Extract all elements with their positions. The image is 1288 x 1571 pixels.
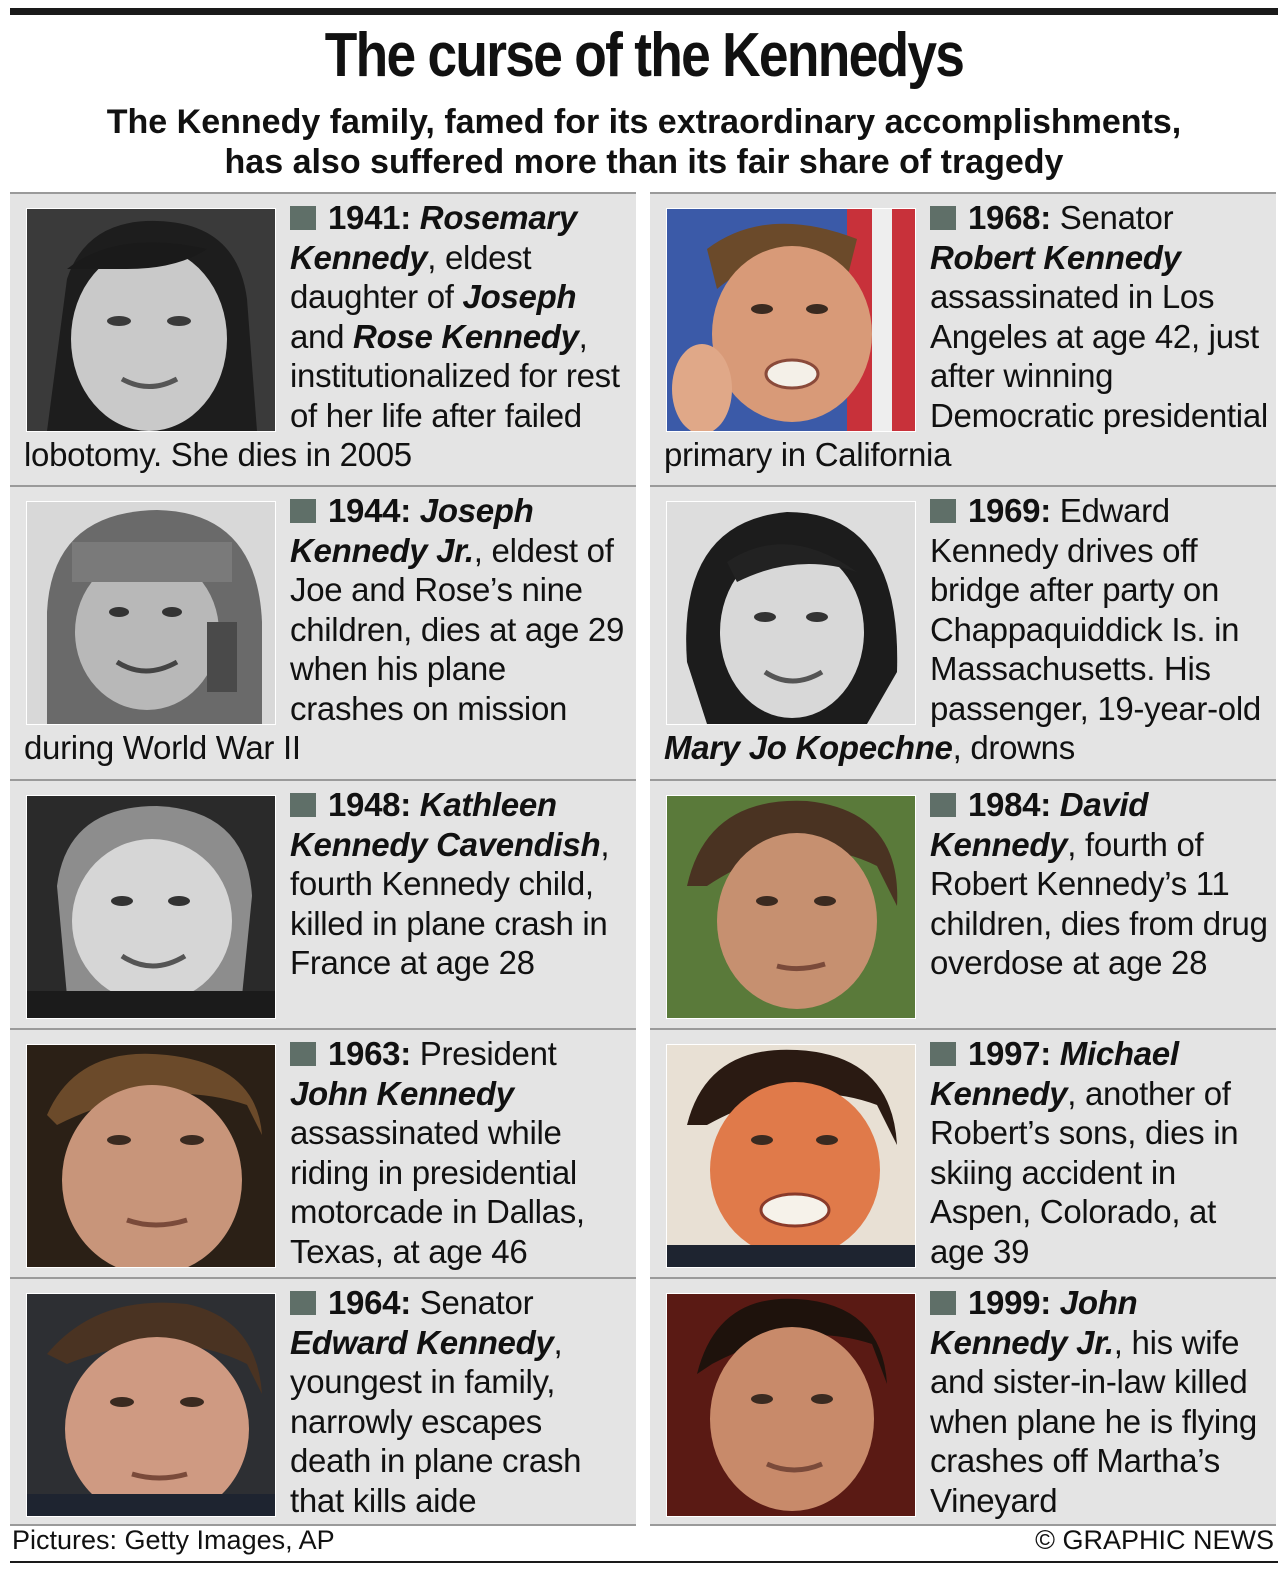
bullet-square-icon — [290, 1291, 316, 1315]
entry-text: 1963: President John Kennedy assassinated while riding in presidential motorcade in Dallas, Texas, at age 46 — [290, 1035, 585, 1270]
entry-1941 — [10, 194, 636, 487]
entry-1984 — [650, 781, 1276, 1030]
entry-text: 1941: Rosemary Kennedy, eldest daughter of Joseph and Rose Kennedy, institutionalized for rest of her life after failed lobotomy. She dies in 2005 — [24, 199, 620, 473]
page-title: The curse of the Kennedys — [324, 21, 964, 90]
entry-1997 — [650, 1030, 1276, 1279]
entry-text: 1984: David Kennedy, fourth of Robert Kennedy’s 11 children, dies from drug overdose at age 28 — [930, 786, 1268, 981]
entry-1968 — [650, 194, 1276, 487]
page-subtitle — [0, 102, 1288, 182]
entry-text: 1944: Joseph Kennedy Jr., eldest of Joe and Rose’s nine children, dies at age 29 when his plane crashes on mission during World War II — [24, 492, 625, 766]
bullet-square-icon — [930, 1291, 956, 1315]
bullet-square-icon — [290, 499, 316, 523]
bullet-square-icon — [290, 206, 316, 230]
top-rule — [10, 8, 1278, 15]
bullet-square-icon — [290, 793, 316, 817]
entry-text: 1997: Michael Kennedy, another of Robert’s sons, dies in skiing accident in Aspen, Colorado, at age 39 — [930, 1035, 1239, 1270]
entry-text: 1969: Edward Kennedy drives off bridge after party on Chappaquiddick Is. in Massachusetts. His passenger, 19-year-old Mary Jo Kopechne, drowns — [664, 492, 1261, 766]
bottom-rule — [10, 1561, 1278, 1563]
entry-1964 — [10, 1279, 636, 1526]
right-column — [650, 192, 1276, 1526]
bullet-square-icon — [290, 1042, 316, 1066]
subtitle-line-1: The Kennedy family, famed for its extraordinary accomplishments, — [106, 103, 1182, 141]
left-column — [10, 192, 636, 1526]
entry-text: 1948: Kathleen Kennedy Cavendish, fourth Kennedy child, killed in plane crash in France at age 28 — [290, 786, 610, 981]
entry-1999 — [650, 1279, 1276, 1526]
photo-credit: Pictures: Getty Images, AP — [12, 1525, 335, 1555]
entry-1969 — [650, 487, 1276, 781]
entry-1944 — [10, 487, 636, 781]
subtitle-line-2: has also suffered more than its fair share of tragedy — [224, 143, 1064, 181]
entry-text: 1964: Senator Edward Kennedy, youngest in family, narrowly escapes death in plane crash that kills aide — [290, 1284, 582, 1519]
entry-text: 1999: John Kennedy Jr., his wife and sister-in-law killed when plane he is flying crashes off Martha’s Vineyard — [930, 1284, 1257, 1519]
bullet-square-icon — [930, 499, 956, 523]
entry-1963 — [10, 1030, 636, 1279]
bullet-square-icon — [930, 793, 956, 817]
copyright: © GRAPHIC NEWS — [1035, 1525, 1274, 1555]
entry-text: 1968: Senator Robert Kennedy assassinated in Los Angeles at age 42, just after winning Democratic presidential primary in California — [664, 199, 1268, 473]
entry-1948 — [10, 781, 636, 1030]
bullet-square-icon — [930, 1042, 956, 1066]
bullet-square-icon — [930, 206, 956, 230]
